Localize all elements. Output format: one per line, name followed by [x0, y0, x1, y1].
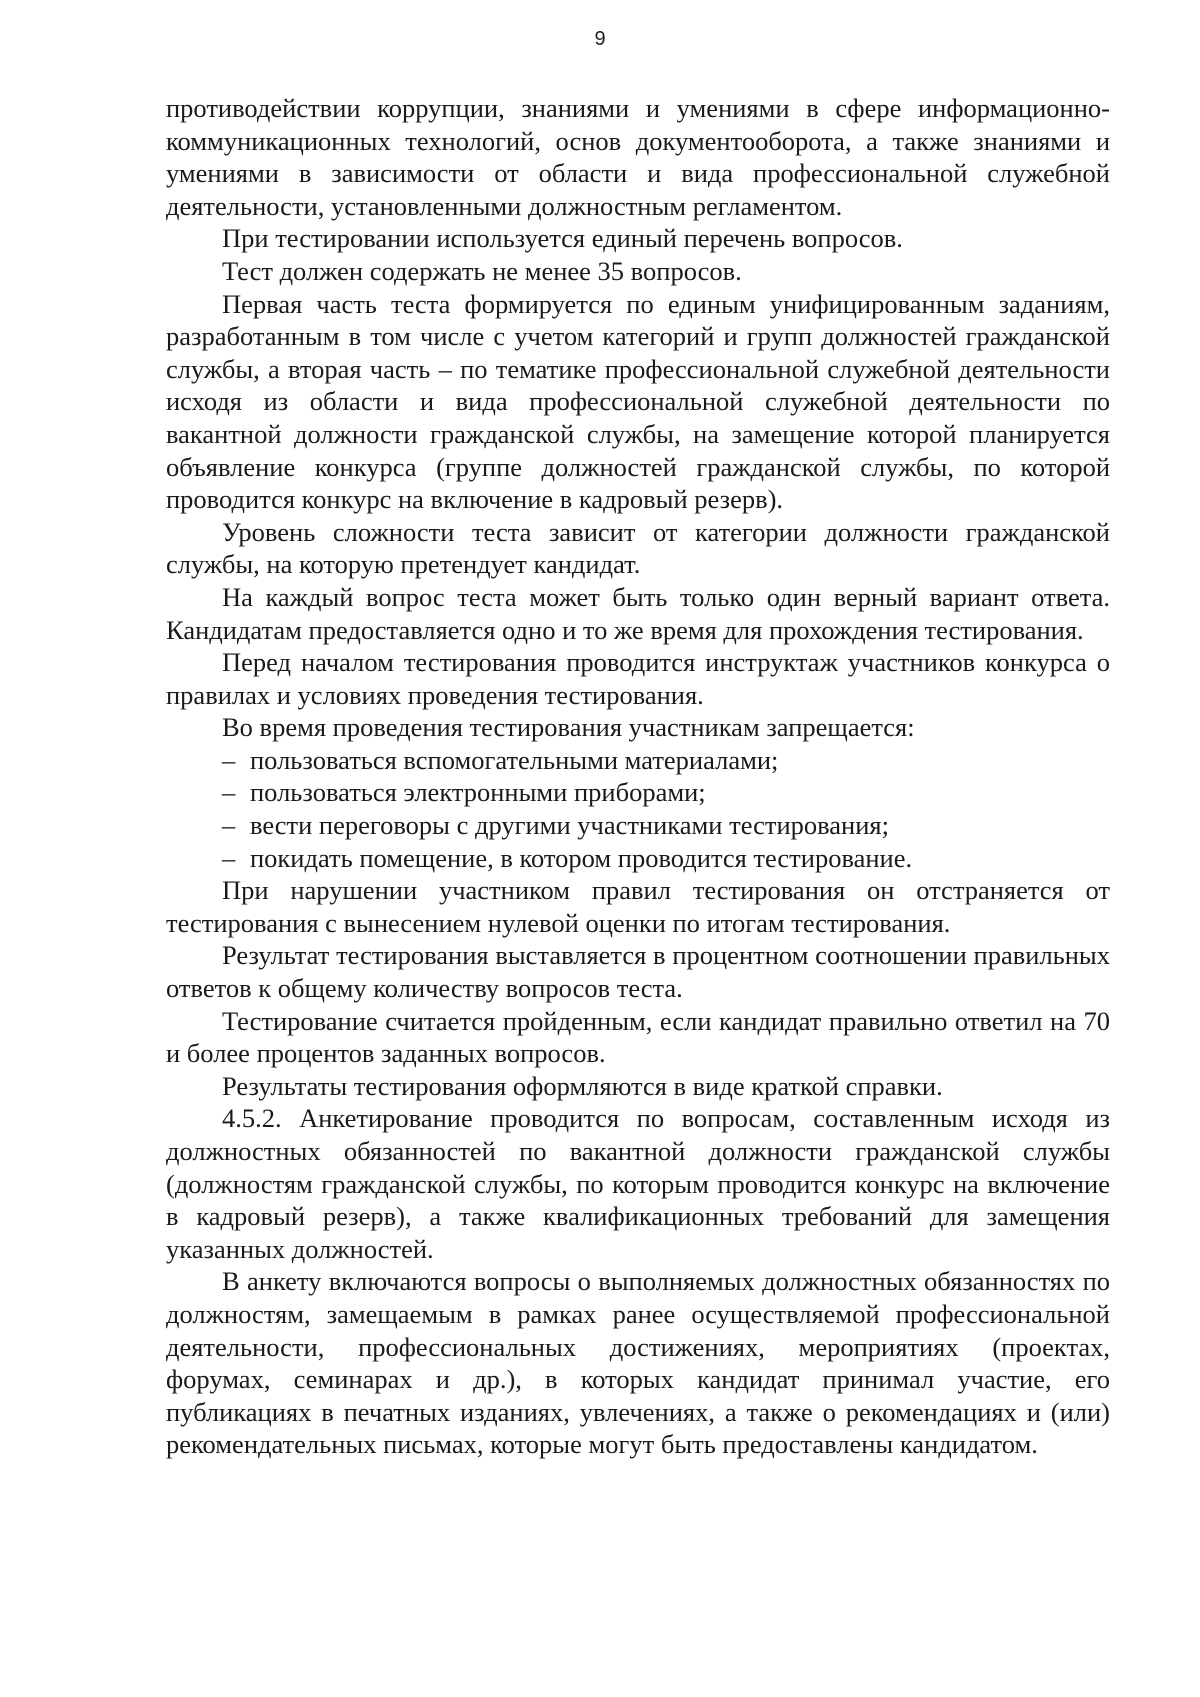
paragraph-one-answer: На каждый вопрос теста может быть только один верный вариант ответа. Кандидатам предоставляется одно и то же время для прохождения тестирования.	[166, 581, 1110, 645]
list-item-text: пользоваться электронными приборами;	[250, 777, 706, 808]
list-item-text: пользоваться вспомогательными материалами;	[250, 744, 779, 775]
paragraph-questionnaire-content: В анкету включаются вопросы о выполняемых должностных обязанностях по должностям, замещаемым в рамках ранее осуществляемой профессиональной деятельности, профессиональных достижениях, мероприятиях (проектах, форумах, семинарах и др.), в которых кандидат принимал участие, его публикациях в печатных изданиях, увлечениях, а также о рекомендациях и (или) рекомендательных письмах, которые могут быть предоставлены кандидатом.	[166, 1266, 1110, 1460]
list-dash: –	[222, 810, 236, 841]
list-dash: –	[222, 777, 236, 808]
list-item	[166, 809, 1110, 842]
paragraph-pass-threshold: Тестирование считается пройденным, если кандидат правильно ответил на 70 и более процентов заданных вопросов.	[166, 1005, 1110, 1069]
list-dash: –	[222, 842, 236, 873]
list-item	[166, 842, 1110, 875]
paragraph-result-note: Результаты тестирования оформляются в виде краткой справки.	[222, 1070, 943, 1101]
list-item-text: вести переговоры с другими участниками тестирования;	[250, 810, 889, 841]
page-number: 9	[594, 28, 606, 50]
paragraph-briefing: Перед началом тестирования проводится инструктаж участников конкурса о правилах и условиях проведения тестирования.	[166, 647, 1110, 710]
paragraph-continuation: противодействии коррупции, знаниями и умениями в сфере информационно-коммуникационных технологий, основ документооборота, а также знаниями и умениями в зависимости от области и вида профессиональной служебной деятельности, установленными должностным регламентом.	[166, 93, 1110, 221]
paragraph-single-question-list: При тестировании используется единый перечень вопросов.	[222, 223, 903, 254]
document-body	[166, 92, 1110, 1461]
paragraph-prohibited-intro: Во время проведения тестирования участникам запрещается:	[222, 712, 915, 743]
paragraph-difficulty: Уровень сложности теста зависит от категории должности гражданской службы, на которую претендует кандидат.	[166, 516, 1110, 580]
list-item	[166, 776, 1110, 809]
list-item-text: покидать помещение, в котором проводится тестирование.	[250, 842, 913, 873]
paragraph-test-parts: Первая часть теста формируется по единым унифицированным заданиям, разработанным в том числе с учетом категорий и групп должностей гражданской службы, а вторая часть – по тематике профессиональной служебной деятельности исходя из области и вида профессиональной служебной деятельности по вакантной должности гражданской службы, на замещение которой планируется объявление конкурса (группе должностей гражданской службы, по которой проводится конкурс на включение в кадровый резерв).	[166, 288, 1110, 515]
paragraph-result-percent: Результат тестирования выставляется в процентном соотношении правильных ответов к общему количеству вопросов теста.	[166, 940, 1110, 1004]
paragraph-violation: При нарушении участником правил тестирования он отстраняется от тестирования с вынесением нулевой оценки по итогам тестирования.	[166, 875, 1110, 938]
list-dash: –	[222, 744, 236, 775]
list-item	[166, 744, 1110, 777]
paragraph-question-count: Тест должен содержать не менее 35 вопросов.	[222, 255, 742, 286]
paragraph-questionnaire: 4.5.2. Анкетирование проводится по вопросам, составленным исходя из должностных обязанностей по вакантной должности гражданской службы (должностям гражданской службы, по которым проводится конкурс на включение в кадровый резерв), а также квалификационных требований для замещения указанных должностей.	[166, 1103, 1110, 1264]
prohibited-list	[166, 744, 1110, 874]
